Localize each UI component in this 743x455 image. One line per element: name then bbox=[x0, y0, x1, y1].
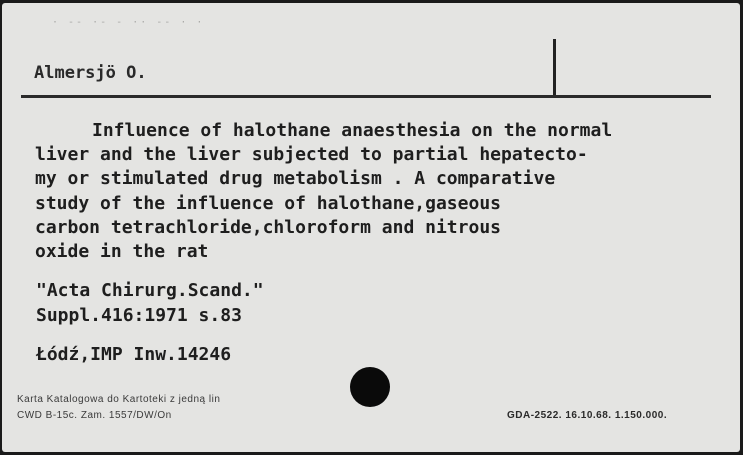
horizontal-rule bbox=[21, 95, 711, 98]
article-title bbox=[35, 119, 735, 264]
library-signature: Łódź,IMP Inw.14246 bbox=[36, 344, 232, 365]
journal-name: "Acta Chirurg.Scand." bbox=[36, 280, 264, 301]
punch-hole bbox=[350, 367, 390, 407]
supplement-reference: Suppl.416:1971 s.83 bbox=[36, 305, 242, 326]
footer-print-line-1: Karta Katalogowa do Kartoteki z jedną lin bbox=[17, 394, 221, 405]
title-line: oxide in the rat bbox=[35, 241, 209, 263]
citation bbox=[36, 278, 264, 328]
footer-print-line-2: CWD B-15c. Zam. 1557/DW/On bbox=[17, 410, 172, 421]
faded-header-text: · -- ·- - ·· -- · · bbox=[52, 17, 205, 28]
title-line: Influence of halothane anaesthesia on the normal bbox=[92, 120, 613, 141]
title-line: carbon tetrachloride,chloroform and nitrous bbox=[35, 216, 501, 238]
author-name: Almersjö O. bbox=[34, 63, 147, 83]
title-line: my or stimulated drug metabolism . A comparative bbox=[35, 168, 556, 190]
footer-print-code: GDA-2522. 16.10.68. 1.150.000. bbox=[507, 410, 668, 421]
vertical-rule bbox=[553, 39, 556, 97]
catalog-card bbox=[2, 3, 740, 452]
title-line: study of the influence of halothane,gaseous bbox=[35, 192, 501, 214]
title-line: liver and the liver subjected to partial hepatecto- bbox=[35, 144, 588, 166]
